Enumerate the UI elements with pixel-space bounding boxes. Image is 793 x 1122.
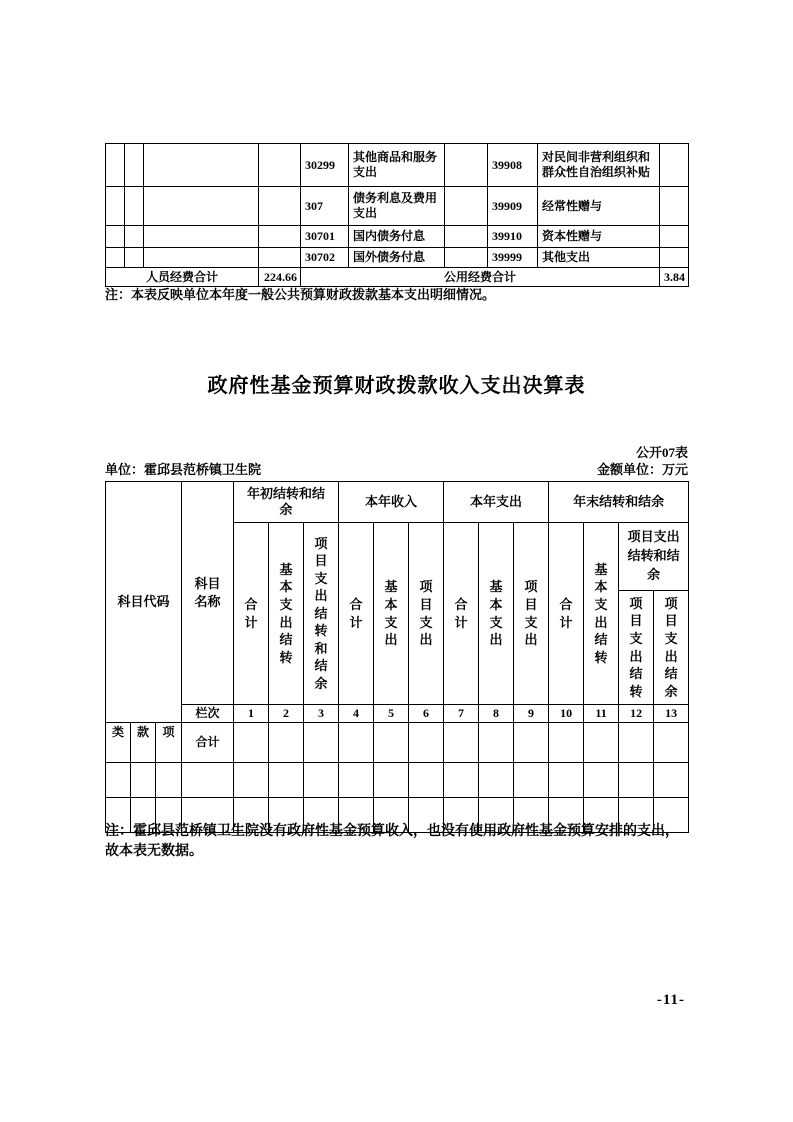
column-index: 7	[444, 705, 479, 723]
column-index: 11	[584, 705, 619, 723]
fund-table-note-line2: 故本表无数据。	[105, 844, 203, 860]
basic-expenditure-detail-table	[105, 143, 689, 287]
fund-table-note	[105, 822, 688, 863]
column-index: 1	[234, 705, 269, 723]
column-header: 项目支出结余	[654, 591, 689, 705]
empty-cell	[445, 248, 488, 268]
data-cell	[444, 763, 479, 798]
empty-cell	[259, 226, 301, 248]
code-cell: 39908	[488, 144, 538, 187]
project-carryover-subheader: 项目支出结转和结余	[619, 523, 689, 591]
empty-row	[106, 763, 689, 798]
empty-cell	[445, 144, 488, 187]
code-part-header: 款	[131, 723, 156, 763]
total-row-label: 合计	[182, 723, 234, 763]
empty-cell	[125, 226, 144, 248]
total-row	[106, 723, 689, 763]
data-cell	[156, 763, 182, 798]
empty-cell	[445, 226, 488, 248]
personnel-total-label: 人员经费合计	[106, 268, 259, 287]
column-index: 3	[304, 705, 339, 723]
data-cell	[654, 723, 689, 763]
name-cell: 国内债务付息	[349, 226, 445, 248]
column-header: 基本支出	[374, 523, 409, 705]
data-cell	[409, 723, 444, 763]
empty-cell	[259, 248, 301, 268]
amount-unit-label: 金额单位：万元	[596, 462, 688, 477]
empty-cell	[259, 144, 301, 187]
empty-cell	[144, 248, 259, 268]
data-cell	[549, 723, 584, 763]
column-header: 基本支出结转	[269, 523, 304, 705]
code-cell: 30701	[301, 226, 349, 248]
column-header: 合计	[339, 523, 374, 705]
column-index: 9	[514, 705, 549, 723]
data-cell	[106, 763, 131, 798]
data-cell	[304, 723, 339, 763]
column-header: 合计	[549, 523, 584, 705]
group-header-row	[106, 482, 689, 523]
empty-cell	[144, 144, 259, 187]
data-cell	[654, 763, 689, 798]
empty-cell	[259, 187, 301, 226]
column-index: 6	[409, 705, 444, 723]
empty-cell	[445, 187, 488, 226]
column-header: 项目支出	[409, 523, 444, 705]
data-cell	[409, 763, 444, 798]
column-index: 5	[374, 705, 409, 723]
column-index: 13	[654, 705, 689, 723]
column-index: 4	[339, 705, 374, 723]
name-cell: 其他支出	[538, 248, 660, 268]
detail-row	[106, 144, 689, 187]
code-cell: 39910	[488, 226, 538, 248]
column-header: 项目支出	[514, 523, 549, 705]
data-cell	[374, 763, 409, 798]
column-header: 项目支出结转和结余	[304, 523, 339, 705]
column-header: 基本支出	[479, 523, 514, 705]
fund-table-note-line1: 注：霍邱县范桥镇卫生院没有政府性基金预算收入，也没有使用政府性基金预算安排的支出，	[105, 824, 679, 839]
column-header: 合计	[234, 523, 269, 705]
subject-name-header: 科目名称	[182, 482, 234, 705]
data-cell	[182, 763, 234, 798]
public-total-label: 公用经费合计	[301, 268, 660, 287]
unit-label: 单位：霍邱县范桥镇卫生院	[105, 462, 262, 477]
empty-cell	[660, 248, 689, 268]
code-part-header: 项	[156, 723, 182, 763]
lanci-label: 栏次	[182, 705, 234, 723]
column-header: 合计	[444, 523, 479, 705]
table-number-label: 公开07表	[635, 445, 688, 460]
data-cell	[269, 763, 304, 798]
group-header-year-expense: 本年支出	[444, 482, 549, 523]
data-cell	[234, 763, 269, 798]
column-index: 10	[549, 705, 584, 723]
empty-cell	[106, 187, 125, 226]
code-cell: 30702	[301, 248, 349, 268]
public-total-value: 3.84	[660, 268, 689, 287]
empty-cell	[144, 226, 259, 248]
unit-line	[105, 459, 688, 478]
column-index-row	[106, 705, 689, 723]
empty-cell	[106, 226, 125, 248]
data-cell	[514, 763, 549, 798]
detail-row	[106, 248, 689, 268]
column-index: 12	[619, 705, 654, 723]
column-header: 基本支出结转	[584, 523, 619, 705]
column-index: 2	[269, 705, 304, 723]
name-cell: 对民间非营利组织和群众性自治组织补贴	[538, 144, 660, 187]
empty-cell	[106, 248, 125, 268]
data-cell	[269, 723, 304, 763]
code-cell: 39999	[488, 248, 538, 268]
subject-code-header: 科目代码	[106, 482, 182, 723]
fund-budget-table	[105, 481, 689, 833]
code-cell: 30299	[301, 144, 349, 187]
empty-cell	[660, 226, 689, 248]
data-cell	[514, 723, 549, 763]
page-number: -11-	[656, 992, 685, 1008]
detail-table-note: 注：本表反映单位本年度一般公共预算财政拨款基本支出明细情况。	[105, 287, 496, 302]
detail-row	[106, 226, 689, 248]
name-cell: 债务利息及费用支出	[349, 187, 445, 226]
empty-cell	[660, 144, 689, 187]
empty-cell	[125, 248, 144, 268]
data-cell	[619, 763, 654, 798]
name-cell: 资本性赠与	[538, 226, 660, 248]
data-cell	[131, 763, 156, 798]
data-cell	[339, 723, 374, 763]
group-header-year-income: 本年收入	[339, 482, 444, 523]
column-index: 8	[479, 705, 514, 723]
data-cell	[339, 763, 374, 798]
data-cell	[479, 723, 514, 763]
data-cell	[304, 763, 339, 798]
data-cell	[549, 763, 584, 798]
data-cell	[234, 723, 269, 763]
personnel-total-value: 224.66	[259, 268, 301, 287]
empty-cell	[660, 187, 689, 226]
data-cell	[479, 763, 514, 798]
group-header-year-begin: 年初结转和结余	[234, 482, 339, 523]
data-cell	[584, 763, 619, 798]
empty-cell	[106, 144, 125, 187]
group-header-year-end: 年末结转和结余	[549, 482, 689, 523]
column-header: 项目支出结转	[619, 591, 654, 705]
name-cell: 国外债务付息	[349, 248, 445, 268]
detail-row	[106, 187, 689, 226]
code-cell: 307	[301, 187, 349, 226]
code-part-header: 类	[106, 723, 131, 763]
name-cell: 经常性赠与	[538, 187, 660, 226]
code-cell: 39909	[488, 187, 538, 226]
empty-cell	[125, 187, 144, 226]
empty-cell	[125, 144, 144, 187]
fund-budget-table-title: 政府性基金预算财政拨款收入支出决算表	[207, 375, 586, 397]
empty-cell	[144, 187, 259, 226]
data-cell	[619, 723, 654, 763]
name-cell: 其他商品和服务支出	[349, 144, 445, 187]
data-cell	[444, 723, 479, 763]
data-cell	[374, 723, 409, 763]
data-cell	[584, 723, 619, 763]
